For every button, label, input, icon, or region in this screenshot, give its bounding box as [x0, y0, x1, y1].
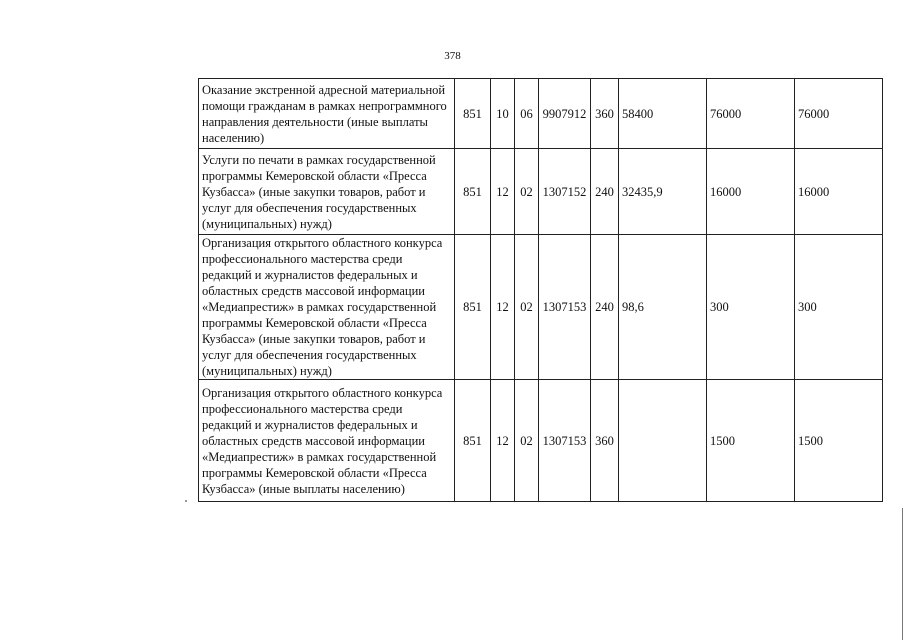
- amount-year-1: [619, 380, 707, 502]
- budget-table: [198, 78, 883, 502]
- table-row: [199, 149, 883, 235]
- subsection-code: 06: [515, 79, 539, 149]
- ministry-code: 851: [455, 235, 491, 380]
- row-description: Услуги по печати в рамках государственной программы Кемеровской области «Пресса Кузбасса» (иные закупки товаров, работ и услуг для обеспечения государственных (муниципальных) нужд): [199, 149, 455, 235]
- page-number: 378: [444, 50, 461, 62]
- amount-year-2: 1500: [707, 380, 795, 502]
- amount-year-2: 76000: [707, 79, 795, 149]
- target-article-code: 1307153: [539, 235, 591, 380]
- expense-type-code: 240: [591, 235, 619, 380]
- ministry-code: 851: [455, 79, 491, 149]
- ministry-code: 851: [455, 380, 491, 502]
- subsection-code: 02: [515, 380, 539, 502]
- table-row: [199, 79, 883, 149]
- target-article-code: 9907912: [539, 79, 591, 149]
- target-article-code: 1307152: [539, 149, 591, 235]
- row-description: Оказание экстренной адресной материальной помощи гражданам в рамках непрограммного направления деятельности (иные выплаты населению): [199, 79, 455, 149]
- expense-type-code: 360: [591, 79, 619, 149]
- amount-year-1: 98,6: [619, 235, 707, 380]
- amount-year-1: 32435,9: [619, 149, 707, 235]
- table-row: [199, 235, 883, 380]
- amount-year-3: 1500: [795, 380, 883, 502]
- scan-artifact-dot: [185, 500, 187, 502]
- section-code: 12: [491, 380, 515, 502]
- section-code: 12: [491, 235, 515, 380]
- subsection-code: 02: [515, 235, 539, 380]
- scan-edge-line: [902, 508, 903, 640]
- amount-year-3: 300: [795, 235, 883, 380]
- section-code: 10: [491, 79, 515, 149]
- section-code: 12: [491, 149, 515, 235]
- ministry-code: 851: [455, 149, 491, 235]
- amount-year-3: 16000: [795, 149, 883, 235]
- expense-type-code: 240: [591, 149, 619, 235]
- amount-year-1: 58400: [619, 79, 707, 149]
- target-article-code: 1307153: [539, 380, 591, 502]
- row-description: Организация открытого областного конкурса профессионального мастерства среди редакций и журналистов федеральных и областных средств массовой информации «Медиапрестиж» в рамках государственной программы Кемеровской области «Пресса Кузбасса» (иные закупки товаров, работ и услуг для обеспечения государственных (муниципальных) нужд): [199, 235, 455, 380]
- expense-type-code: 360: [591, 380, 619, 502]
- row-description: Организация открытого областного конкурса профессионального мастерства среди редакций и журналистов федеральных и областных средств массовой информации «Медиапрестиж» в рамках государственной программы Кемеровской области «Пресса Кузбасса» (иные выплаты населению): [199, 380, 455, 502]
- table-row: [199, 380, 883, 502]
- amount-year-2: 300: [707, 235, 795, 380]
- amount-year-3: 76000: [795, 79, 883, 149]
- subsection-code: 02: [515, 149, 539, 235]
- amount-year-2: 16000: [707, 149, 795, 235]
